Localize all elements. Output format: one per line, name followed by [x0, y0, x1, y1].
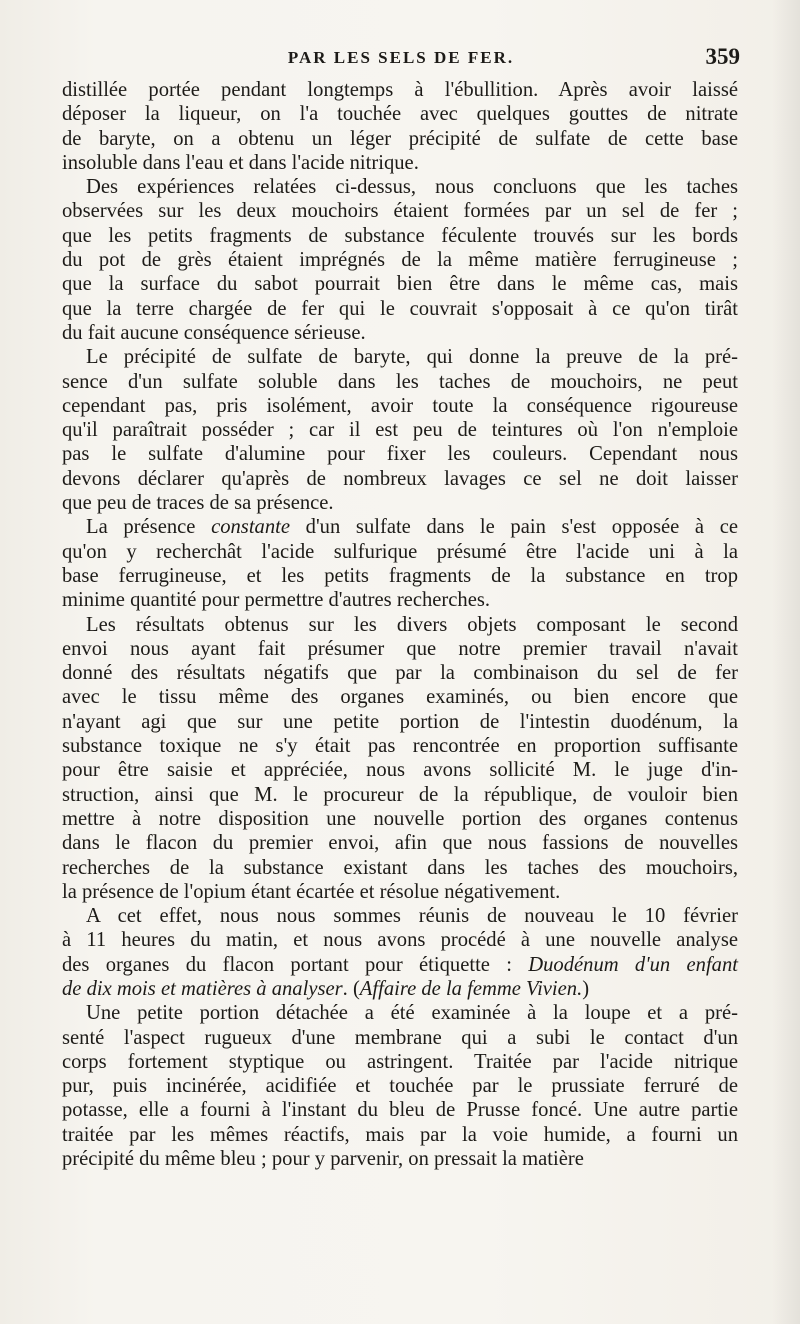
text-line: qu'il paraîtrait posséder ; car il est peu de teintures où l'on n'emploie: [62, 419, 738, 442]
text-line: A cet effet, nous nous sommes réunis de nouveau le 10 février: [86, 905, 738, 928]
paragraph: [62, 78, 738, 175]
text-line: que la terre chargée de fer qui le couvrait s'opposait à ce qu'on tirât: [62, 297, 738, 320]
text-line: dans le flacon du premier envoi, afin que nous fassions de nouvelles: [62, 832, 738, 855]
italic-text: constante: [211, 516, 291, 539]
text-line: n'ayant agi que sur une petite portion de l'intestin duodénum, la: [62, 710, 738, 733]
text-line: La présence constante d'un sulfate dans le pain s'est opposée à ce: [86, 516, 739, 539]
text-line: substance toxique ne s'y était pas rencontrée en proportion suffisante: [62, 735, 738, 758]
text-line: corps fortement styptique ou astringent. Traitée par l'acide nitrique: [62, 1050, 738, 1073]
paragraph: [62, 613, 738, 905]
page-number: 359: [705, 44, 740, 69]
text-line: avec le tissu même des organes examinés, ou bien encore que: [62, 686, 738, 709]
text-line: précipité du même bleu ; pour y parvenir, on pressait la matière: [62, 1148, 584, 1171]
text-line: Le précipité de sulfate de baryte, qui donne la preuve de la pré-: [86, 346, 738, 369]
text-line: mettre à notre disposition une nouvelle portion des organes contenus: [62, 807, 738, 830]
text-line: que les petits fragments de substance féculente trouvés sur les bords: [62, 224, 738, 247]
page-header: [62, 44, 740, 74]
italic-text: Affaire de la femme Vivien.: [359, 977, 583, 1000]
text-line: sence d'un sulfate soluble dans les taches de mouchoirs, ne peut: [62, 370, 738, 393]
text-line: Une petite portion détachée a été examinée à la loupe et a pré-: [86, 1002, 738, 1025]
text-line: devons déclarer qu'après de nombreux lavages ce sel ne doit laisser: [62, 467, 738, 490]
paragraph: [62, 904, 738, 1001]
text-line: observées sur les deux mouchoirs étaient formées par un sel de fer ;: [62, 200, 738, 223]
text-line: pour être saisie et appréciée, nous avons sollicité M. le juge d'in-: [62, 759, 738, 782]
text-line: potasse, elle a fourni à l'instant du bleu de Prusse foncé. Une autre partie: [62, 1099, 738, 1122]
text-line: déposer la liqueur, on l'a touchée avec quelques gouttes de nitrate: [62, 103, 738, 126]
text-line: cependant pas, pris isolément, avoir toute la conséquence rigoureuse: [62, 394, 738, 417]
italic-text: de dix mois et matières à analyser: [62, 977, 343, 1000]
text-line: de dix mois et matières à analyser. (Affaire de la femme Vivien.): [62, 977, 590, 1000]
text-line: du fait aucune conséquence sérieuse.: [62, 321, 366, 344]
text-line: distillée portée pendant longtemps à l'ébullition. Après avoir laissé: [62, 79, 738, 101]
text-line: senté l'aspect rugueux d'une membrane qui a subi le contact d'un: [62, 1026, 738, 1049]
text-line: des organes du flacon portant pour étiquette : Duodénum d'un enfant: [62, 953, 738, 976]
text-line: à 11 heures du matin, et nous avons procédé à une nouvelle analyse: [62, 929, 738, 952]
paragraph: [62, 515, 738, 612]
text-line: que la surface du sabot pourrait bien être dans le même cas, mais: [62, 273, 738, 296]
text-line: struction, ainsi que M. le procureur de la république, de vouloir bien: [62, 783, 738, 806]
text-line: Les résultats obtenus sur les divers objets composant le second: [86, 613, 738, 636]
text-line: insoluble dans l'eau et dans l'acide nitrique.: [62, 151, 419, 174]
text-line: donné des résultats négatifs que par la combinaison du sel de fer: [62, 662, 738, 685]
text-line: minime quantité pour permettre d'autres recherches.: [62, 589, 490, 612]
paragraph: [62, 1001, 738, 1171]
text-line: envoi nous ayant fait présumer que notre premier travail n'avait: [62, 637, 738, 660]
text-line: pur, puis incinérée, acidifiée et touchée par le prussiate ferruré de: [62, 1075, 738, 1098]
italic-text: Duodénum d'un enfant: [528, 953, 738, 976]
text-line: pas le sulfate d'alumine pour fixer les couleurs. Cependant nous: [62, 443, 738, 466]
body-text: [62, 78, 738, 1171]
text-line: qu'on y recherchât l'acide sulfurique présumé être l'acide uni à la: [62, 540, 738, 563]
paragraph: [62, 175, 738, 345]
text-line: Des expériences relatées ci-dessus, nous concluons que les taches: [86, 176, 738, 199]
text-line: la présence de l'opium étant écartée et résolue négativement.: [62, 880, 561, 903]
text-line: de baryte, on a obtenu un léger précipité de sulfate de cette base: [62, 127, 738, 150]
paragraph: [62, 345, 738, 515]
text-line: recherches de la substance existant dans les taches des mouchoirs,: [62, 856, 738, 879]
running-title: PAR LES SELS DE FER.: [287, 48, 515, 67]
text-line: traitée par les mêmes réactifs, mais par la voie humide, a fourni un: [62, 1123, 738, 1146]
text-line: que peu de traces de sa présence.: [62, 492, 334, 515]
text-line: base ferrugineuse, et les petits fragments de la substance en trop: [62, 564, 738, 587]
text-line: du pot de grès étaient imprégnés de la même matière ferrugineuse ;: [62, 249, 738, 272]
page-edge-shadow: [772, 0, 800, 1324]
